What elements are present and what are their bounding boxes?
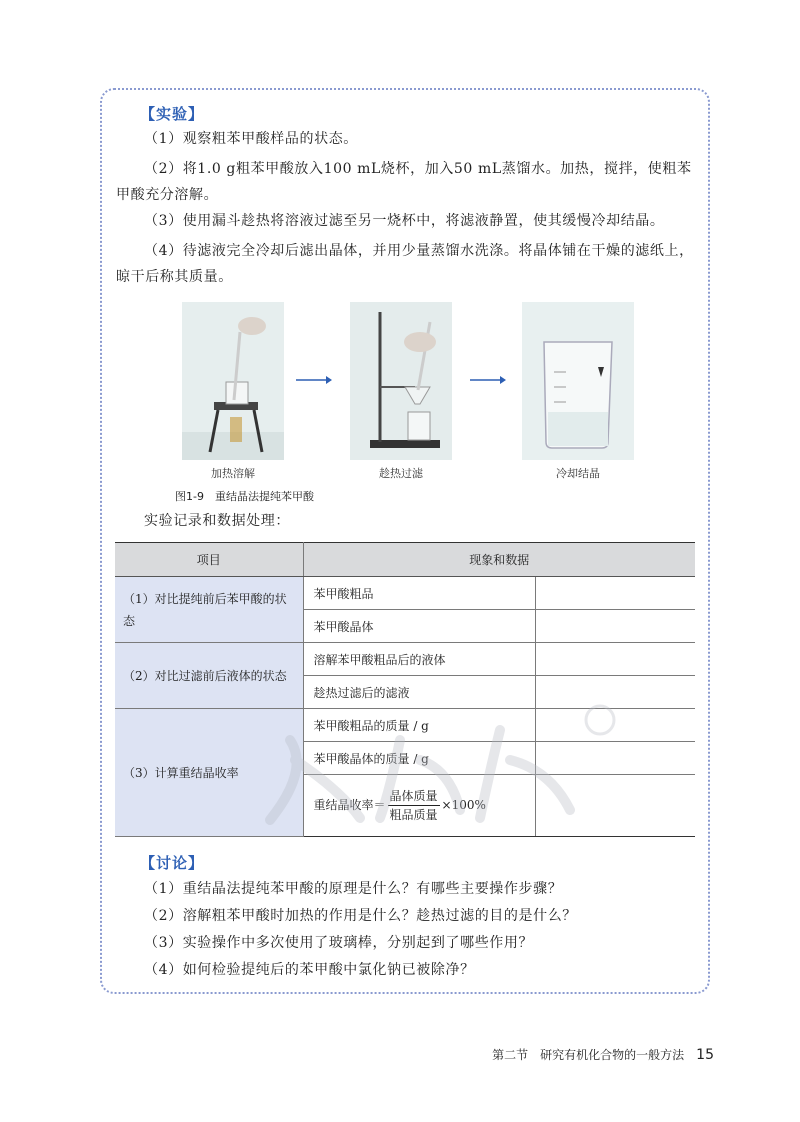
table-sub-label: 苯甲酸晶体的质量 / g [303,742,535,775]
table-cell-empty[interactable] [535,610,695,643]
yield-label: 重结晶收率＝ [313,798,386,812]
table-cell-empty[interactable] [535,709,695,742]
photo-hot-filtration [350,302,452,460]
table-cell-empty[interactable] [535,742,695,775]
experiment-heading: 【实验】 [140,105,205,123]
yield-suffix: ×100% [441,798,486,812]
table-row [115,577,695,610]
arrow-icon [470,374,506,386]
table-item-2: （2）对比过滤前后液体的状态 [115,643,303,709]
table-cell-empty[interactable] [535,775,695,837]
table-item-3: （3）计算重结晶收率 [115,709,303,837]
yield-denominator: 粗品质量 [389,808,438,822]
footer-section: 第二节 研究有机化合物的一般方法 [492,1048,685,1062]
table-cell-empty[interactable] [535,577,695,610]
photo-cooling-crystallization [522,302,634,460]
question-1: （1）重结晶法提纯苯甲酸的原理是什么？有哪些主要操作步骤？ [144,881,563,897]
table-header-data: 现象和数据 [303,543,695,577]
table-cell-empty[interactable] [535,643,695,676]
discussion-heading: 【讨论】 [140,854,205,872]
yield-fraction [388,787,440,824]
table-sub-label: 溶解苯甲酸粗品后的液体 [303,643,535,676]
step-1: （1）观察粗苯甲酸样品的状态。 [144,131,358,147]
figure-title: 图1-9 重结晶法提纯苯甲酸 [175,490,314,503]
caption-cooling: 冷却结晶 [556,467,600,480]
record-table [115,542,695,837]
table-sub-label: 苯甲酸晶体 [303,610,535,643]
step-2: （2）将1.0 g粗苯甲酸放入100 mL烧杯，加入50 mL蒸馏水。加热，搅拌，使粗苯甲酸充分溶解。 [116,161,692,203]
caption-heating: 加热溶解 [211,467,255,480]
step-3: （3）使用漏斗趁热将溶液过滤至另一烧杯中，将滤液静置，使其缓慢冷却结晶。 [144,213,665,229]
page-number: 15 [696,1047,714,1063]
photo-heating-dissolve [182,302,284,460]
yield-formula [303,775,535,837]
step-4: （4）待滤液完全冷却后滤出晶体，并用少量蒸馏水洗涤。将晶体铺在干燥的滤纸上，晾干后称其质量。 [116,243,694,285]
page-footer [492,1046,714,1063]
table-row [115,709,695,742]
question-3: （3）实验操作中多次使用了玻璃棒，分别起到了哪些作用？ [144,935,534,951]
table-sub-label: 苯甲酸粗品的质量 / g [303,709,535,742]
table-sub-label: 苯甲酸粗品 [303,577,535,610]
arrow-icon [296,374,332,386]
yield-numerator: 晶体质量 [388,787,440,806]
table-header-item: 项目 [115,543,303,577]
table-row [115,643,695,676]
table-sub-label: 趁热过滤后的滤液 [303,676,535,709]
record-intro: 实验记录和数据处理： [144,513,290,529]
table-item-1: （1）对比提纯前后苯甲酸的状态 [115,577,303,643]
question-2: （2）溶解粗苯甲酸时加热的作用是什么？趁热过滤的目的是什么？ [144,908,577,924]
table-cell-empty[interactable] [535,676,695,709]
caption-filtration: 趁热过滤 [379,467,423,480]
question-4: （4）如何检验提纯后的苯甲酸中氯化钠已被除净？ [144,962,475,978]
